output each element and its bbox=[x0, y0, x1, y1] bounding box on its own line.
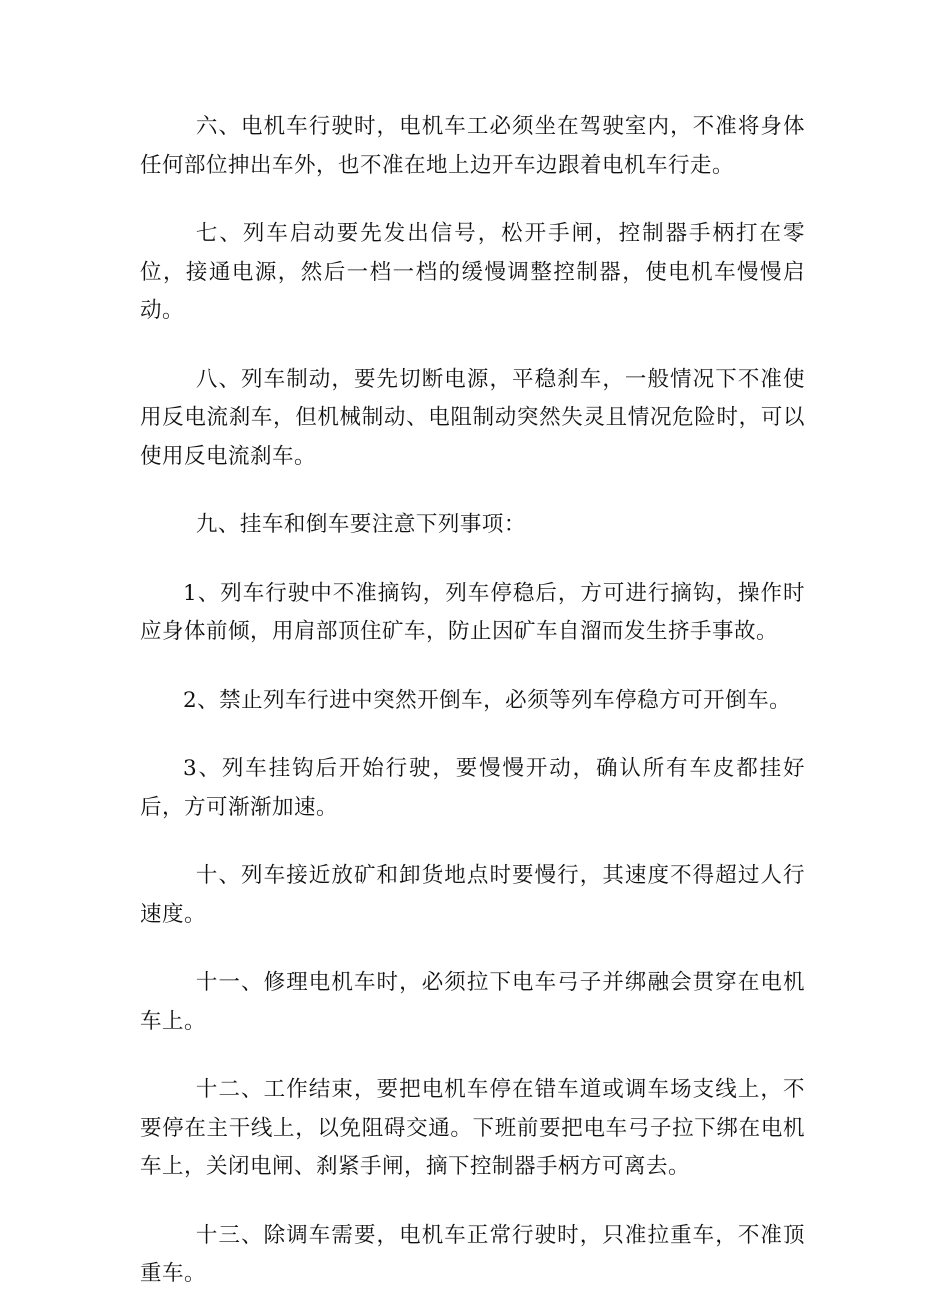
list-item-1: 1、列车行驶中不准摘钩，列车停稳后，方可进行摘钩，操作时应身体前倾，用肩部顶住矿车，防止因矿车自溜而发生挤手事故。 bbox=[140, 580, 805, 644]
paragraph-gap bbox=[140, 331, 805, 361]
paragraph-11: 十一、修理电机车时，必须拉下电车弓子并绑融会贯穿在电机车上。 bbox=[140, 970, 805, 1034]
paragraph-gap bbox=[140, 545, 805, 575]
paragraph-8: 八、列车制动，要先切断电源，平稳刹车，一般情况下不准使用反电流刹车，但机械制动、电阻制动突然失灵且情况危险时，可以使用反电流刹车。 bbox=[140, 366, 805, 469]
document-body bbox=[140, 108, 805, 1294]
paragraph-gap bbox=[140, 720, 805, 750]
paragraph-gap bbox=[140, 1187, 805, 1217]
paragraph-gap bbox=[140, 934, 805, 964]
paragraph-gap bbox=[140, 827, 805, 857]
paragraph-10: 十、列车接近放矿和卸货地点时要慢行，其速度不得超过人行速度。 bbox=[140, 863, 805, 927]
paragraph-gap bbox=[140, 185, 805, 215]
list-item-3: 3、列车挂钩后开始行驶，要慢慢开动，确认所有车皮都挂好后，方可渐渐加速。 bbox=[140, 756, 805, 820]
list-item-2: 2、禁止列车行进中突然开倒车，必须等列车停稳方可开倒车。 bbox=[183, 687, 792, 713]
paragraph-gap bbox=[140, 476, 805, 506]
paragraph-12: 十二、工作结束，要把电机车停在错车道或调车场支线上，不要停在主干线上，以免阻碍交通。下班前要把电车弓子拉下绑在电机车上，关闭电闸、刹紧手闸，摘下控制器手柄方可离去。 bbox=[140, 1077, 805, 1179]
paragraph-7: 七、列车启动要先发出信号，松开手闸，控制器手柄打在零位，接通电源，然后一档一档的缓慢调整控制器，使电机车慢慢启动。 bbox=[140, 221, 805, 323]
paragraph-9: 九、挂车和倒车要注意下列事项： bbox=[195, 512, 526, 537]
paragraph-gap bbox=[140, 652, 805, 682]
paragraph-13: 十三、除调车需要，电机车正常行驶时，只准拉重车，不准顶重车。 bbox=[140, 1222, 805, 1286]
paragraph-gap bbox=[140, 1041, 805, 1071]
paragraph-6: 六、电机车行驶时，电机车工必须坐在驾驶室内，不准将身体任何部位抻出车外，也不准在地上边开车边跟着电机车行走。 bbox=[140, 114, 805, 178]
